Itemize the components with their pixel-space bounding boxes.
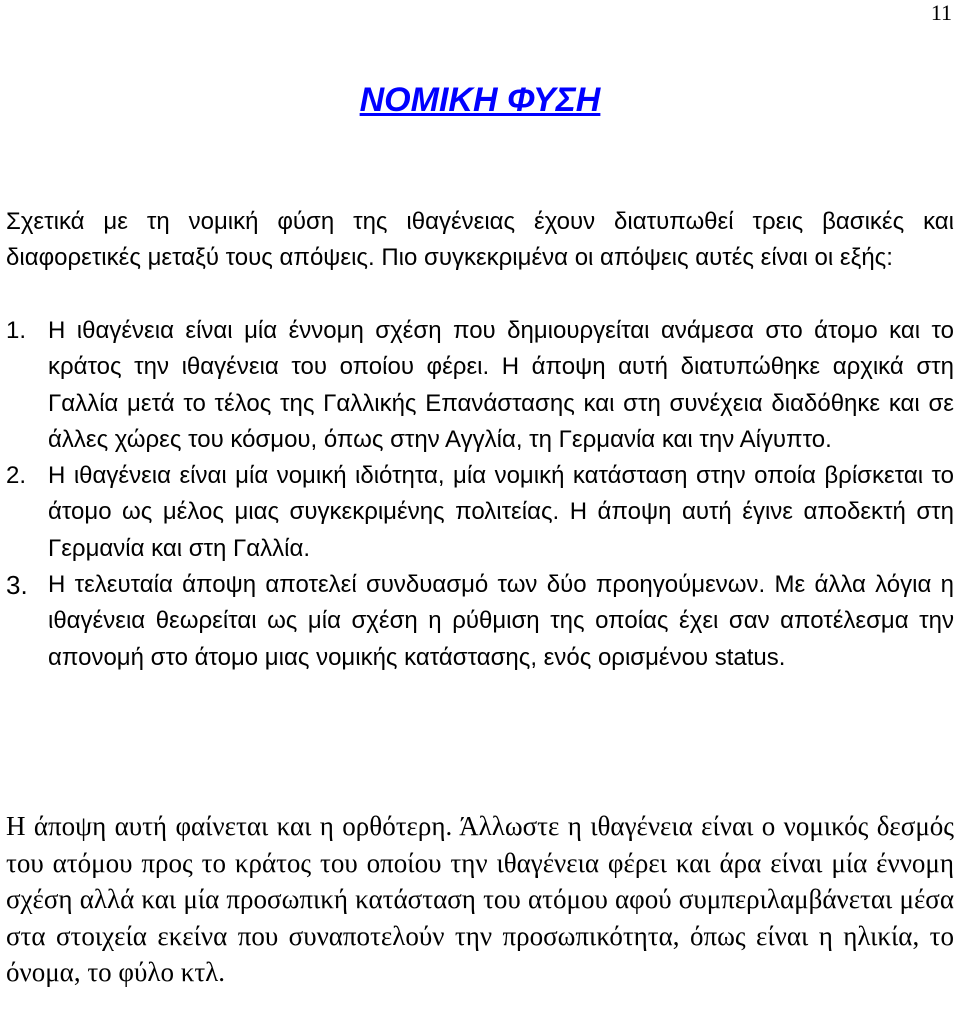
list-item	[6, 567, 954, 676]
list-item-text: Η ιθαγένεια είναι μία έννομη σχέση που δημιουργείται ανάμεσα στο άτομο και το κράτος την ιθαγένεια του οποίου φέρει. Η άποψη αυτή διατυπώθηκε αρχικά στη Γαλλία μετά το τέλος της Γαλλικής Επανάστασης και στη συνέχεια διαδόθηκε και σε άλλες χώρες του κόσμου, όπως στην Αγγλία, τη Γερμανία και την Αίγυπτο.	[48, 317, 954, 453]
intro-text: Σχετικά με τη νομική φύση της ιθαγένειας έχουν διατυπωθεί τρεις βασικές και διαφορετικές μεταξύ τους απόψεις. Πιο συγκεκριμένα οι απόψεις αυτές είναι οι εξής:	[6, 208, 954, 272]
intro-paragraph	[6, 204, 954, 277]
page-number: 11	[930, 0, 952, 25]
section-title: ΝΟΜΙΚΗ ΦΥΣΗ	[359, 81, 601, 119]
list-item-text: Η τελευταία άποψη αποτελεί συνδυασμό των δύο προηγούμενων. Με άλλα λόγια η ιθαγένεια θεωρείται ως μία σχέση η ρύθμιση της οποίας έχει σαν αποτέλεσμα την απονομή στο άτομο μιας νομικής κατάστασης, ενός ορισμένου status.	[48, 571, 954, 671]
list-item-number: 3.	[6, 570, 28, 601]
conclusion-paragraph	[6, 808, 954, 991]
list-item-number: 2.	[6, 462, 27, 490]
conclusion-text: Η άποψη αυτή φαίνεται και η ορθότερη. Άλλωστε η ιθαγένεια είναι ο νομικός δεσμός του ατόμου προς το κράτος του οποίου την ιθαγένεια φέρει και άρα είναι μία έννομη σχέση αλλά και μία προσωπική κατάσταση του ατόμου αφού συμπεριλαμβάνεται μέσα στα στοιχεία εκείνα που συναποτελούν την προσωπικότητα, όπως είναι η ηλικία, το όνομα, το φύλο κτλ.	[6, 811, 954, 988]
views-list	[6, 313, 954, 676]
list-item-number: 1.	[6, 317, 27, 344]
list-item-text: Η ιθαγένεια είναι μία νομική ιδιότητα, μία νομική κατάσταση στην οποία βρίσκεται το άτομο ως μέλος μιας συγκεκριμένης πολιτείας. Η άποψη αυτή έγινε αποδεκτή στη Γερμανία και στη Γαλλία.	[48, 462, 954, 562]
list-item	[6, 458, 954, 567]
list-item	[6, 313, 954, 458]
